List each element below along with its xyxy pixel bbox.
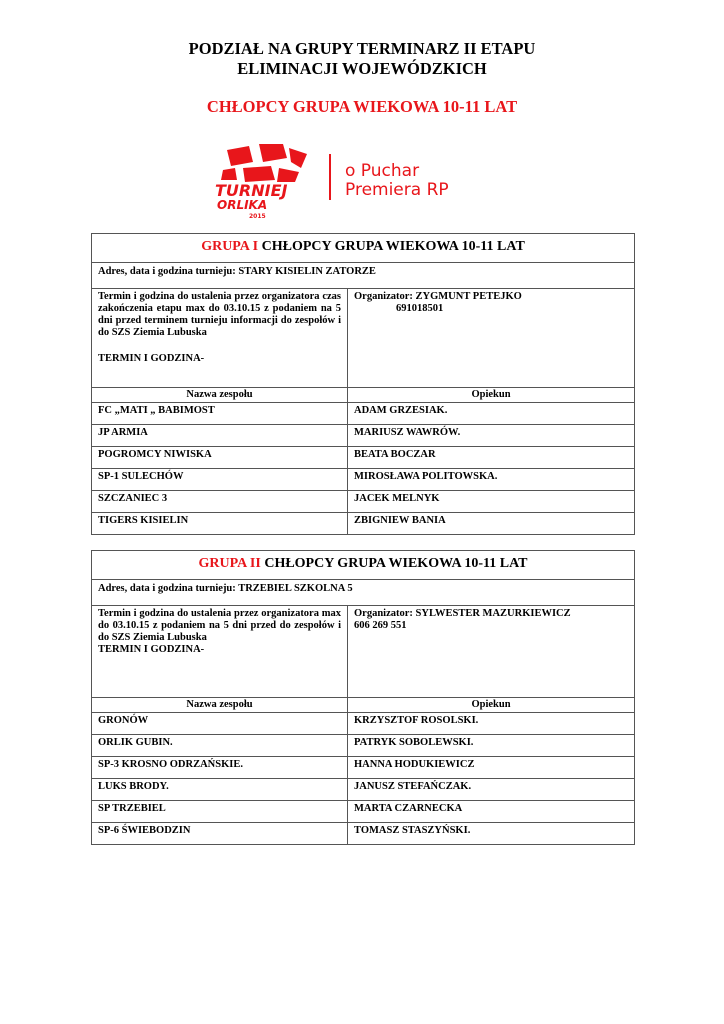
- coach-name: PATRYK SOBOLEWSKI.: [354, 737, 474, 748]
- group-2-organizer: Organizator: SYLWESTER MAZURKIEWICZ: [354, 608, 571, 619]
- table-row: [92, 823, 634, 844]
- group-1-title: CHŁOPCY GRUPA WIEKOWA 10-11 LAT: [261, 239, 525, 254]
- col-coach-header: Opiekun: [471, 389, 511, 400]
- subtitle: CHŁOPCY GRUPA WIEKOWA 10-11 LAT: [206, 97, 518, 116]
- coach-name: JACEK MELNYK: [354, 493, 440, 504]
- group-2-termin-label: TERMIN I GODZINA-: [98, 644, 205, 655]
- col-team-header: Nazwa zespołu: [92, 698, 348, 712]
- team-name: SP TRZEBIEL: [92, 801, 348, 822]
- team-name: SZCZANIEC 3: [92, 491, 348, 512]
- coach-name: BEATA BOCZAR: [354, 449, 436, 460]
- col-coach-header: Opiekun: [471, 699, 511, 710]
- table-row: [92, 491, 634, 513]
- group-2-termin-cell: [92, 606, 348, 697]
- team-name: TIGERS KISIELIN: [92, 513, 348, 534]
- title-line-2: ELIMINACJI WOJEWÓDZKICH: [237, 59, 487, 78]
- group-2-title: CHŁOPCY GRUPA WIEKOWA 10-11 LAT: [264, 556, 528, 571]
- logo-word-turniej: TURNIEJ: [215, 181, 288, 200]
- group-2-col-headers: [92, 698, 634, 713]
- group-1-termin-cell: [92, 289, 348, 387]
- coach-name: KRZYSZTOF ROSOLSKI.: [354, 715, 479, 726]
- team-name: GRONÓW: [92, 713, 348, 734]
- logo-year: 2015: [249, 213, 266, 220]
- table-row: [92, 713, 634, 735]
- coach-name: TOMASZ STASZYŃSKI.: [354, 825, 471, 836]
- logo-word-orlika: ORLIKA: [217, 198, 268, 212]
- title-line-1: PODZIAŁ NA GRUPY TERMINARZ II ETAPU: [188, 39, 536, 58]
- team-name: JP ARMIA: [92, 425, 348, 446]
- group-2-organizer-cell: [348, 606, 634, 697]
- logo-graphic: [187, 140, 537, 220]
- group-2-heading: [92, 551, 634, 580]
- team-name: SP-6 ŚWIEBODZIN: [92, 823, 348, 844]
- group-1-table: [91, 233, 635, 535]
- logo-line-1: o Puchar: [345, 161, 420, 181]
- table-row: [92, 735, 634, 757]
- table-row: [92, 801, 634, 823]
- turniej-orlika-logo: [187, 140, 537, 220]
- group-2-address: Adres, data i godzina turnieju: TRZEBIEL SZKOLNA 5: [92, 580, 634, 606]
- table-row: [92, 469, 634, 491]
- group-2-info: [92, 606, 634, 698]
- table-row: [92, 425, 634, 447]
- coach-name: ADAM GRZESIAK.: [354, 405, 448, 416]
- coach-name: HANNA HODUKIEWICZ: [354, 759, 475, 770]
- team-name: POGROMCY NIWISKA: [92, 447, 348, 468]
- table-row: [92, 513, 634, 534]
- table-row: [92, 757, 634, 779]
- group-1-organizer: Organizator: ZYGMUNT PETEJKO: [354, 291, 522, 302]
- coach-name: MARTA CZARNECKA: [354, 803, 463, 814]
- group-2-organizer-phone: 606 269 551: [354, 620, 407, 631]
- coach-name: MIROSŁAWA POLITOWSKA.: [354, 471, 498, 482]
- group-2-table: [91, 550, 635, 845]
- table-row: [92, 447, 634, 469]
- table-row: [92, 403, 634, 425]
- group-1-address: Adres, data i godzina turnieju: STARY KISIELIN ZATORZE: [92, 263, 634, 289]
- group-1-organizer-cell: [348, 289, 634, 387]
- group-2-termin-text: Termin i godzina do ustalenia przez organizatora max do 03.10.15 z podaniem na 5 dni przed do zespołów i do SZS Ziemia Lubuska: [98, 608, 341, 643]
- group-1-organizer-phone: 691018501: [396, 303, 444, 314]
- group-1-heading: [92, 234, 634, 263]
- coach-name: MARIUSZ WAWRÓW.: [354, 427, 461, 438]
- team-name: LUKS BRODY.: [92, 779, 348, 800]
- col-team-header: Nazwa zespołu: [92, 388, 348, 402]
- team-name: FC „MATI „ BABIMOST: [92, 403, 348, 424]
- group-1-label: GRUPA I: [201, 239, 259, 254]
- group-1-termin-text: Termin i godzina do ustalenia przez organizatora czas zakończenia etapu max do 03.10.15 z podaniem na 5 dni przed terminem turnieju informacji do zespołów i do SZS Ziemia Lubuska: [98, 291, 341, 338]
- table-row: [92, 779, 634, 801]
- coach-name: JANUSZ STEFAŃCZAK.: [354, 781, 472, 792]
- group-1-info: [92, 289, 634, 388]
- group-1-col-headers: [92, 388, 634, 403]
- team-name: SP-1 SULECHÓW: [92, 469, 348, 490]
- coach-name: ZBIGNIEW BANIA: [354, 515, 446, 526]
- group-1-termin-label: TERMIN I GODZINA-: [98, 353, 205, 364]
- group-2-label: GRUPA II: [198, 556, 261, 571]
- team-name: ORLIK GUBIN.: [92, 735, 348, 756]
- team-name: SP-3 KROSNO ODRZAŃSKIE.: [92, 757, 348, 778]
- logo-line-2: Premiera RP: [345, 180, 449, 200]
